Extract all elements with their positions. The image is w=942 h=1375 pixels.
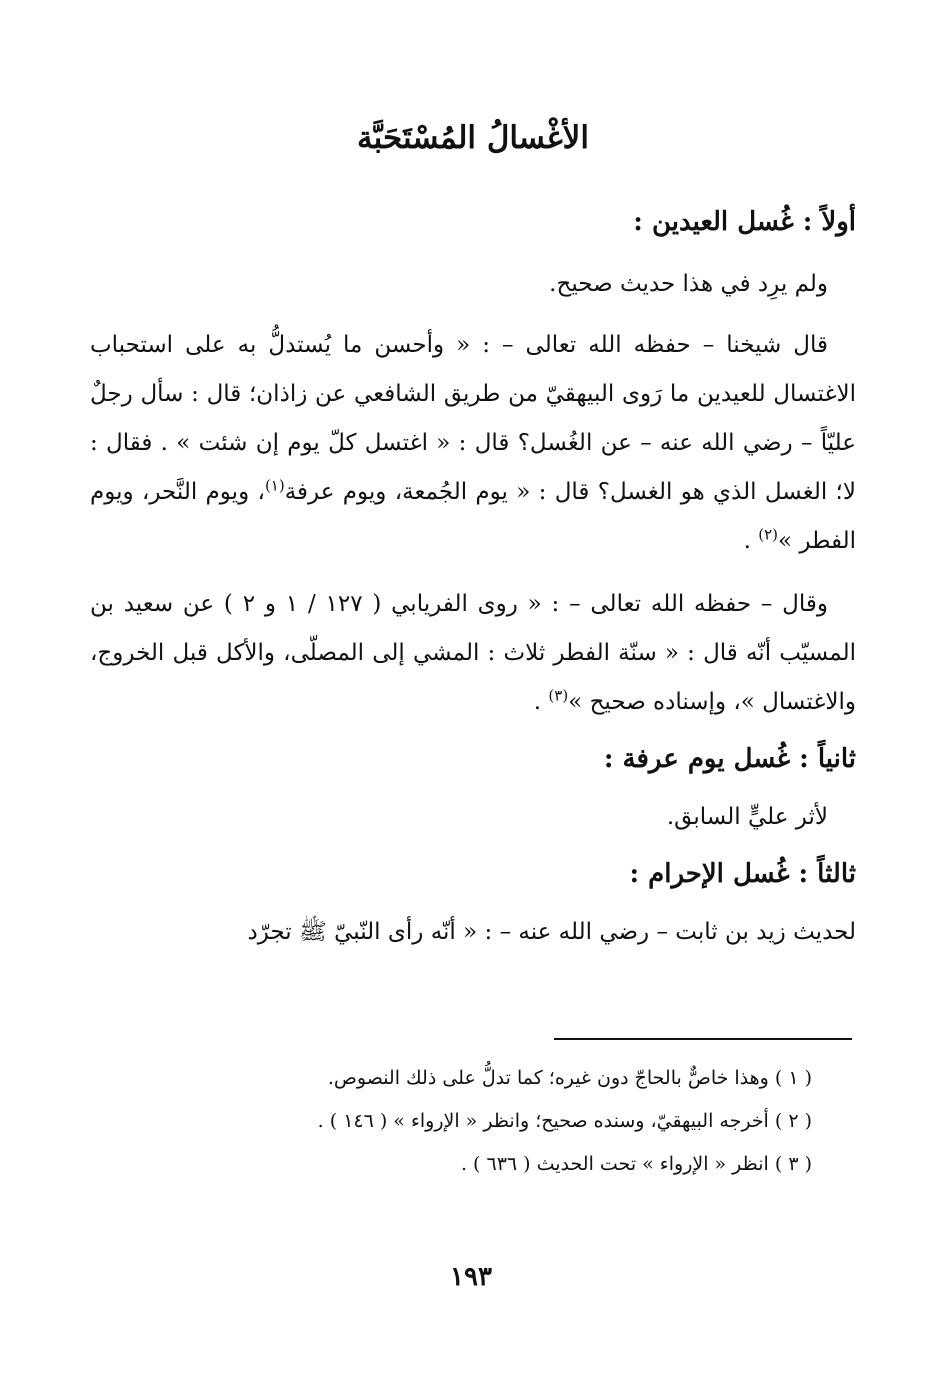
footnotes <box>90 1058 812 1187</box>
paragraph-text: وقال – حفظه الله تعالى – : « روى الفريابي ( ١٢٧ / ١ و ٢ ) عن سعيد بن المسيّب أنّه قال : « سنّة الفطر ثلاث : المشي إلى المصلّى، والأكل قبل الخروج، والاغتسال »، وإسناده صحيح » <box>90 591 856 715</box>
paragraph-end: . <box>743 528 759 554</box>
footnote-3: ( ٣ ) انظر « الإرواء » تحت الحديث ( ٦٣٦ ) . <box>460 1153 812 1175</box>
footnote-divider <box>554 1038 852 1040</box>
paragraph-text: ، ويوم النَّحر، ويوم الفطر » <box>90 479 856 554</box>
page-number: ١٩٣ <box>450 1262 492 1292</box>
paragraph-sheikh-quote-1 <box>90 321 856 566</box>
section-heading-ihram: ثالثاً : غُسل الإحرام : <box>629 859 856 889</box>
paragraph-sheikh-quote-2 <box>90 580 856 727</box>
section-heading-eid: أولاً : غُسل العيدين : <box>633 207 856 237</box>
footnote-1: ( ١ ) وهذا خاصٌّ بالحاجّ دون غيره؛ كما تدلُّ على ذلك النصوص. <box>327 1067 812 1089</box>
paragraph-no-hadith: ولم يرِد في هذا حديث صحيح. <box>549 271 828 297</box>
paragraph-end: . <box>533 689 549 715</box>
footnote-2: ( ٢ ) أخرجه البيهقيّ، وسنده صحيح؛ وانظر « الإرواء » ( ١٤٦ ) . <box>317 1110 812 1132</box>
page-title: الأغْسالُ المُسْتَحَبَّة <box>357 120 589 156</box>
paragraph-athar-ali: لأثر عليٍّ السابق. <box>666 804 828 830</box>
section-heading-arafah: ثانياً : غُسل يوم عرفة : <box>603 744 856 774</box>
paragraph-zaid-hadith: لحديث زيد بن ثابت – رضي الله عنه – : « أنّه رأى النّبيّ ﷺ تجرّد <box>247 919 856 945</box>
paragraph-text: قال شيخنا – حفظه الله تعالى – : « وأحسن ما يُستدلُّ به على استحباب الاغتسال للعيدين ما رَوى البيهقيّ من طريق الشافعي عن زاذان؛ قال : سأل رجلٌ عليّاً – رضي الله عنه – عن الغُسل؟ قال : « اغتسل كلّ يوم إن شئت » . فقال : لا؛ الغسل الذي هو الغسل؟ قال : « يوم الجُمعة، ويوم عرفة <box>90 332 856 505</box>
footnote-ref-3[interactable]: (٣) <box>548 686 569 705</box>
footnote-ref-2[interactable]: (٢) <box>758 525 779 544</box>
footnote-ref-1[interactable]: (١) <box>264 476 285 495</box>
